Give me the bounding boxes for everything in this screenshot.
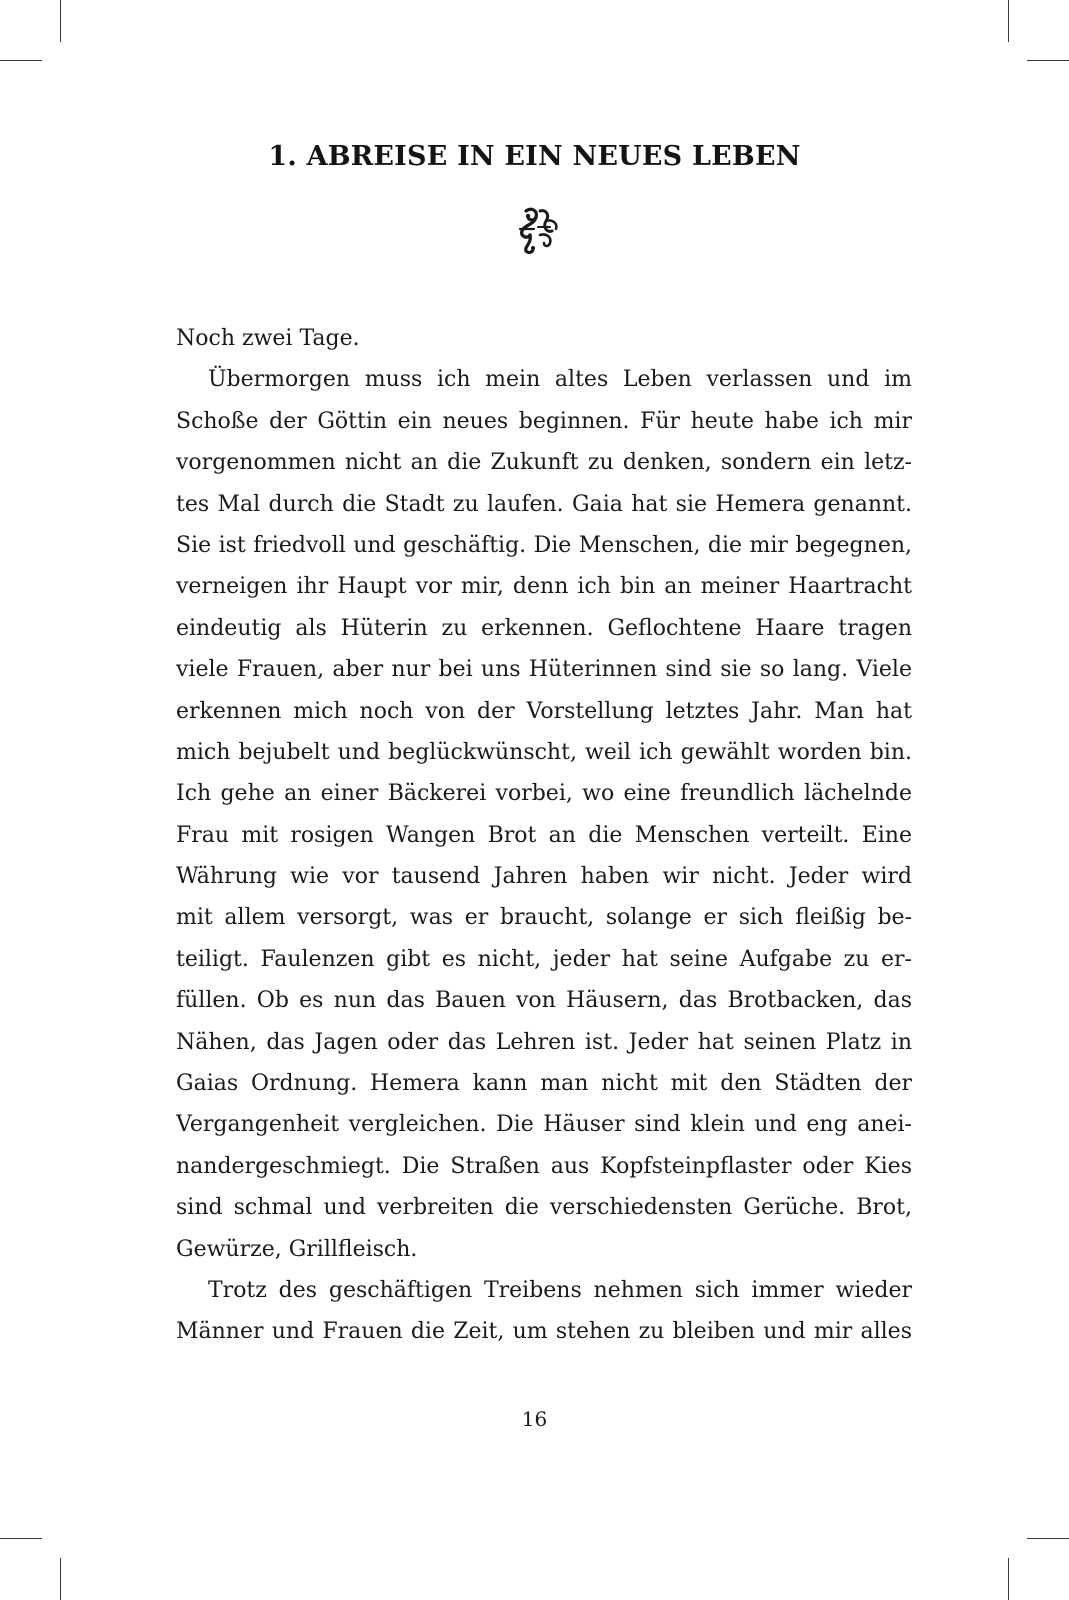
text-line: Übermorgen muss ich mein altes Leben verlassen und im (208, 367, 912, 393)
text-line: mich bejubelt und beglückwünscht, weil ich gewählt worden bin. (176, 739, 912, 765)
text-line: Trotz des geschäftigen Treibens nehmen sich immer wieder (208, 1277, 912, 1303)
text-line: Sie ist friedvoll und geschäftig. Die Menschen, die mir begegnen, (176, 532, 912, 558)
text-line: viele Frauen, aber nur bei uns Hüterinnen sind sie so lang. Viele (176, 657, 912, 683)
crop-mark-bottom-left-horizontal (0, 1538, 42, 1539)
text-line: verneigen ihr Haupt vor mir, denn ich bin an meiner Haartracht (176, 574, 912, 600)
text-line: Währung wie vor tausend Jahren haben wir nicht. Jeder wird (176, 864, 912, 890)
fleuron-ornament-icon (516, 205, 560, 255)
page-number: 16 (521, 1407, 548, 1431)
text-line: vorgenommen nicht an die Zukunft zu denken, sondern ein letz- (176, 450, 912, 476)
crop-mark-top-left-vertical (60, 0, 61, 42)
text-line: tes Mal durch die Stadt zu laufen. Gaia hat sie Hemera genannt. (176, 491, 912, 517)
crop-mark-top-right-horizontal (1027, 60, 1069, 61)
text-line: Ich gehe an einer Bäckerei vorbei, wo eine freundlich lächelnde (176, 781, 912, 807)
crop-mark-bottom-right-horizontal (1027, 1538, 1069, 1539)
text-line: nandergeschmiegt. Die Straßen aus Kopfsteinpflaster oder Kies (176, 1153, 912, 1179)
text-line: Schoße der Göttin ein neues beginnen. Für heute habe ich mir (176, 408, 912, 434)
crop-mark-bottom-left-vertical (60, 1558, 61, 1600)
text-line: Nähen, das Jagen oder das Lehren ist. Jeder hat seinen Platz in (176, 1029, 912, 1055)
crop-mark-top-right-vertical (1008, 0, 1009, 42)
text-line: mit allem versorgt, was er braucht, solange er sich fleißig be- (176, 905, 912, 931)
crop-mark-bottom-right-vertical (1008, 1558, 1009, 1600)
text-line: sind schmal und verbreiten die verschiedensten Gerüche. Brot, (176, 1195, 912, 1221)
text-line: teiligt. Faulenzen gibt es nicht, jeder hat seine Aufgabe zu er- (176, 946, 912, 972)
chapter-title: 1. ABREISE IN EIN NEUES LEBEN (268, 141, 801, 172)
body-text (176, 318, 912, 1353)
text-line: Vergangenheit vergleichen. Die Häuser sind klein und eng anei- (176, 1112, 912, 1138)
text-line: Noch zwei Tage. (176, 326, 360, 351)
text-line: erkennen mich noch von der Vorstellung letztes Jahr. Man hat (176, 698, 912, 724)
crop-mark-top-left-horizontal (0, 60, 42, 61)
text-line: Gewürze, Grillfleisch. (176, 1236, 418, 1262)
text-line: eindeutig als Hüterin zu erkennen. Geflochtene Haare tragen (176, 615, 912, 641)
text-line: Männer und Frauen die Zeit, um stehen zu bleiben und mir alles (176, 1319, 912, 1345)
text-line: füllen. Ob es nun das Bauen von Häusern, das Brotbacken, das (176, 988, 912, 1014)
text-line: Gaias Ordnung. Hemera kann man nicht mit den Städten der (176, 1071, 912, 1097)
text-line: Frau mit rosigen Wangen Brot an die Menschen verteilt. Eine (176, 822, 912, 848)
